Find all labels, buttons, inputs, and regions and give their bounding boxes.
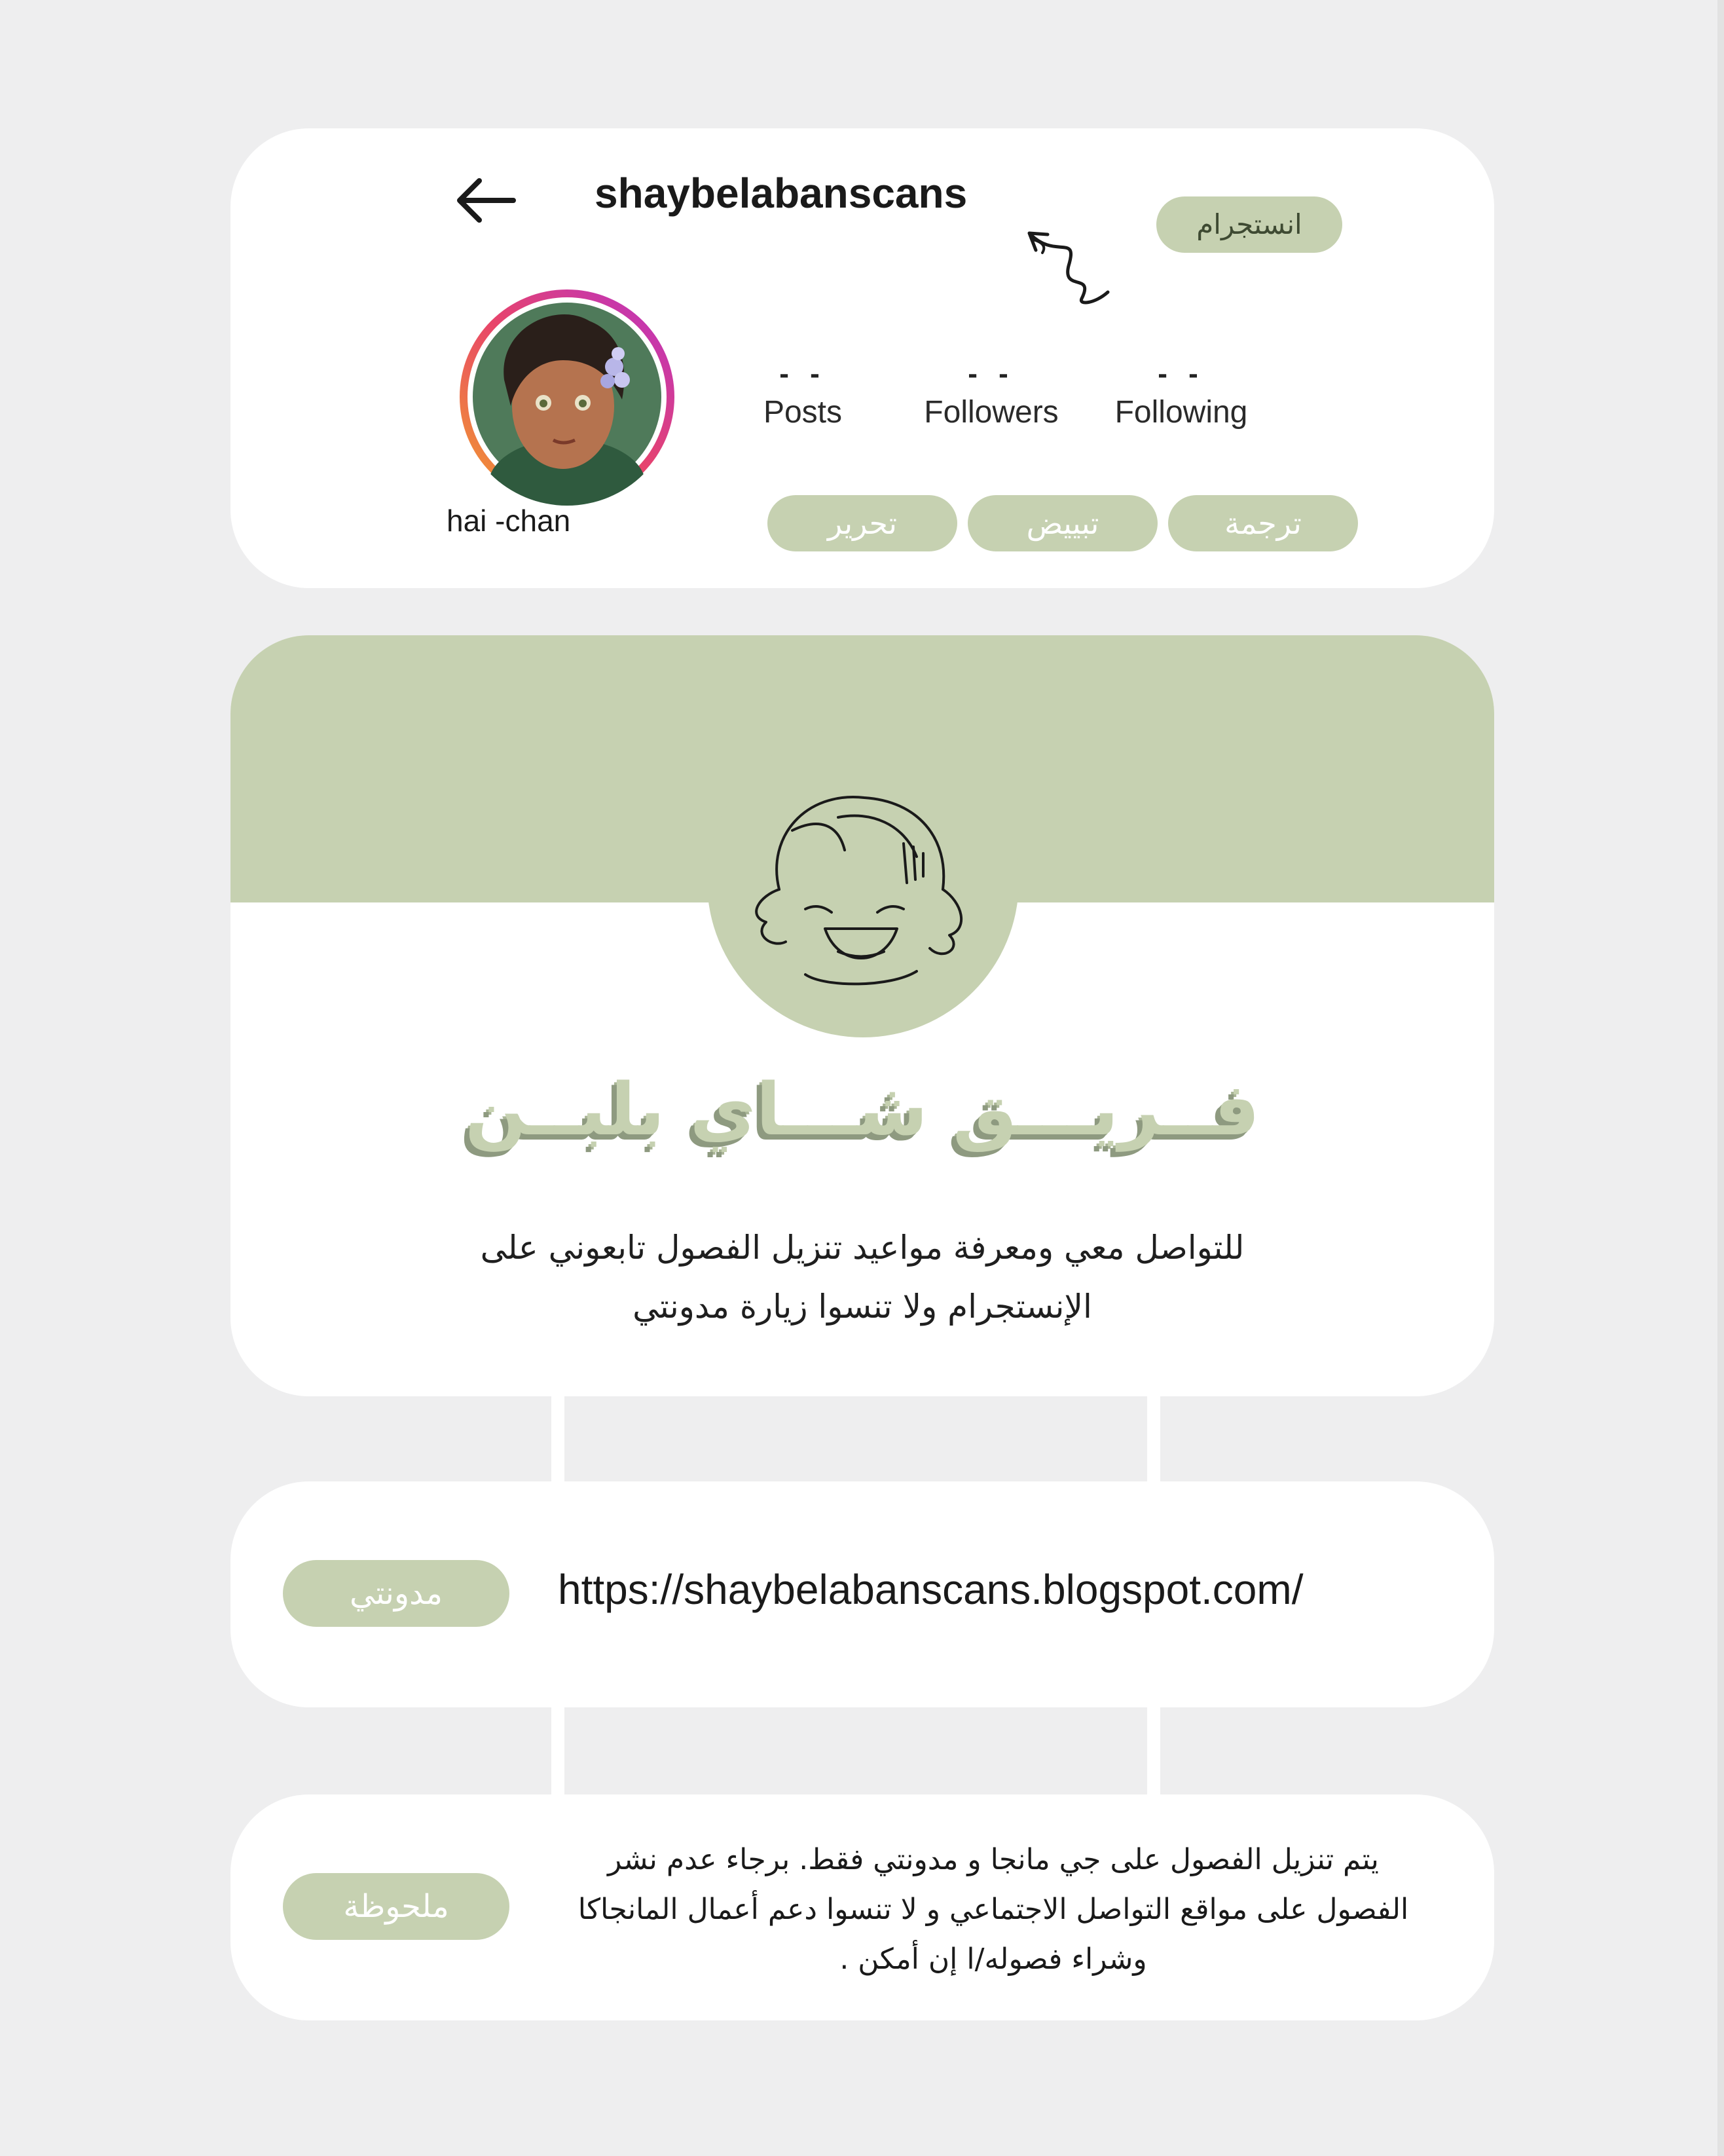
note-label-pill: ملحوظة — [283, 1873, 509, 1940]
sketch-face-illustration — [707, 726, 1019, 1037]
stat-followers[interactable] — [893, 358, 1090, 430]
connector-line — [1147, 1703, 1160, 1801]
profile-avatar — [458, 288, 676, 506]
connector-line — [1147, 1388, 1160, 1487]
blog-label-pill[interactable]: مدونتي — [283, 1560, 509, 1627]
team-description-line: الإنستجرام ولا تنسوا زيارة مدونتي — [633, 1288, 1092, 1326]
role-pill-cleaning[interactable]: تبييض — [968, 495, 1158, 551]
instagram-pill[interactable]: انستجرام — [1156, 196, 1342, 253]
profile-display-name: hai -chan — [447, 504, 571, 538]
note-text — [538, 1835, 1448, 1984]
team-description-line: للتواصل معي ومعرفة مواعيد تنزيل الفصول تابعوني على — [480, 1229, 1245, 1267]
squiggle-arrow-icon — [1016, 220, 1121, 312]
note-line: يتم تنزيل الفصول على جي مانجا و مدونتي فقط. برجاء عدم نشر — [608, 1843, 1379, 1876]
blog-url-link[interactable]: https://shaybelabanscans.blogspot.com/ — [558, 1566, 1304, 1613]
team-avatar — [707, 726, 1019, 1037]
stat-label: Followers — [924, 395, 1059, 430]
stat-value: - - — [1158, 358, 1205, 390]
stat-value: - - — [968, 358, 1015, 390]
role-pill-editing[interactable]: تحرير — [767, 495, 957, 551]
role-pill-translation[interactable]: ترجمة — [1168, 495, 1358, 551]
stat-posts[interactable] — [705, 358, 901, 430]
team-description — [348, 1218, 1376, 1336]
stat-label: Following — [1114, 395, 1248, 430]
note-line: وشراء فصوله/ا إن أمكن . — [839, 1942, 1147, 1976]
team-card — [230, 635, 1494, 1396]
arrow-left-icon[interactable] — [453, 174, 519, 227]
connector-line — [551, 1388, 564, 1487]
connector-line — [551, 1703, 564, 1801]
stat-label: Posts — [763, 395, 843, 430]
profile-username: shaybelabanscans — [595, 170, 968, 217]
stat-value: - - — [779, 358, 826, 390]
profile-card — [230, 128, 1494, 588]
note-card — [230, 1794, 1494, 2020]
blog-card — [230, 1481, 1494, 1707]
team-title: فــريـــق شـــاي بلبــن — [465, 1068, 1260, 1151]
stat-following[interactable] — [1083, 358, 1279, 430]
note-line: الفصول على مواقع التواصل الاجتماعي و لا تنسوا دعم أعمال المانجاكا — [578, 1893, 1409, 1926]
